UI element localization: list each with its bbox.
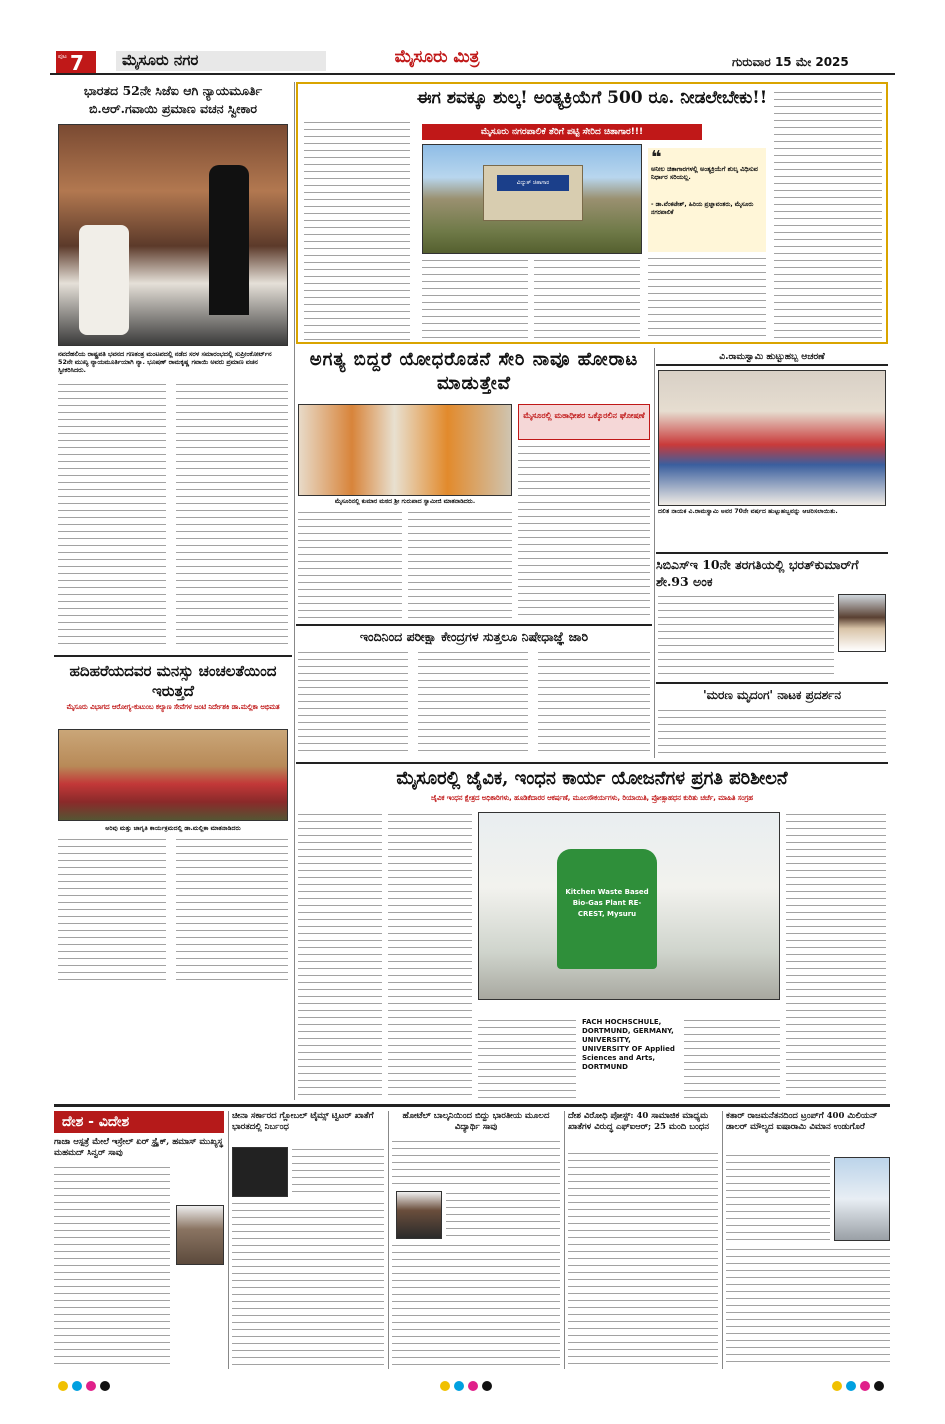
article-text bbox=[176, 837, 288, 982]
quote-attribution: - ಡಾ.ವೆಂಕಟೇಶ್, ಹಿರಿಯ ಪ್ರಜ್ಞಾವಂತರು, ಮೈಸೂರು ನಗರಪಾಲಿಕೆ bbox=[651, 201, 754, 216]
world-item bbox=[726, 1111, 890, 1369]
article-text bbox=[418, 650, 528, 756]
press-marks-left bbox=[58, 1376, 114, 1395]
highlight-box: ಮೈಸೂರಲ್ಲಿ ಮಠಾಧೀಶರ ಒಕ್ಕೊರಲಿನ ಘೋಷಣೆ bbox=[518, 404, 650, 440]
headline: ಗಾಜಾ ಆಸ್ಪತ್ರೆ ಮೇಲೆ ಇಸ್ರೇಲ್ ಏರ್ ಸ್ಟ್ರೈಕ್, ಹಮಾಸ್ ಮುಖ್ಯಸ್ಥ ಮಹಮದ್ ಸಿನ್ವರ್ ಸಾವು bbox=[54, 1137, 223, 1158]
article-text bbox=[392, 1243, 560, 1367]
student-photo bbox=[838, 594, 886, 652]
subhead-banner: ಮೈಸೂರು ನಗರಪಾಲಿಕೆ ತೆರಿಗೆ ಪಟ್ಟಿ ಸೇರಿದ ಚಿತಾಗಾರ!!! bbox=[422, 124, 702, 140]
quote-box bbox=[648, 148, 766, 252]
crematorium-photo bbox=[422, 144, 642, 254]
article-text bbox=[534, 258, 640, 342]
page-number: 7 bbox=[70, 51, 84, 75]
subhead: ಮೈಸೂರು ವಿಭಾಗದ ಆರೋಗ್ಯ-ಕುಟುಂಬ ಕಲ್ಯಾಣ ಸೇವೆಗಳ ಜಂಟಿ ನಿರ್ದೇಶಕಿ ಡಾ.ಮಲ್ಲಿಕಾ ಅಭಿಮತ bbox=[66, 703, 280, 711]
headline: ಕತಾರ್ ರಾಜಮನೆತನದಿಂದ ಟ್ರಂಪ್‌ಗೆ 400 ಮಿಲಿಯನ್ ಡಾಲರ್ ಮೌಲ್ಯದ ಐಷಾರಾಮಿ ವಿಮಾನ ಉಡುಗೊರೆ bbox=[726, 1111, 878, 1132]
article-text bbox=[446, 1191, 560, 1239]
article-text bbox=[726, 1247, 890, 1367]
article-text bbox=[422, 258, 528, 342]
twitter-screenshot bbox=[232, 1147, 288, 1197]
world-section bbox=[54, 1104, 890, 1368]
article-text bbox=[658, 708, 886, 758]
press-marks-center bbox=[440, 1376, 496, 1395]
headline: ಈಗ ಶವಕ್ಕೂ ಶುಲ್ಕ! ಅಂತ್ಯಕ್ರಿಯೆಗೆ 500 ರೂ. ನೀಡಲೇಬೇಕು!! bbox=[416, 88, 768, 108]
article-text bbox=[648, 256, 766, 342]
article-text bbox=[176, 382, 288, 648]
quote-text: ಅನೀಲ ಚಿತಾಗಾರಗಳಲ್ಲಿ ಅಂತ್ಯಕ್ರಿಯೆಗೆ ಶುಲ್ಕ ವಿಧಿಸುವ ನಿರ್ಧಾರ ಸರಿಯಲ್ಲ. bbox=[651, 165, 758, 181]
article-text bbox=[58, 382, 166, 648]
university-names: FACH HOCHSCHULE, DORTMUND, GERMANY, UNIVERSITY, UNIVERSITY OF Applied Sciences and Arts, DORTMUND bbox=[582, 1018, 675, 1071]
headline: ದೇಶ ವಿರೋಧಿ ಪೋಸ್ಟ್: 40 ಸಾಮಾಜಿಕ ಮಾಧ್ಯಮ ಖಾತೆಗಳ ವಿರುದ್ಧ ಎಫ್‌ಐಆರ್; 25 ಮಂದಿ ಬಂಧನ bbox=[568, 1111, 709, 1132]
story-prohibitory-order bbox=[296, 624, 652, 758]
birthday-photo bbox=[658, 370, 886, 506]
biogas-plant-photo bbox=[478, 812, 780, 1000]
article-text bbox=[726, 1153, 830, 1243]
article-text bbox=[774, 90, 882, 342]
event-photo bbox=[58, 729, 288, 821]
story-birthday bbox=[656, 348, 888, 546]
article-text bbox=[568, 1151, 718, 1367]
subhead: ಜೈವಿಕ ಇಂಧನ ಕ್ಷೇತ್ರದ ಅಧಿಕಾರಿಗಳು, ಹೂಡಿಕೆದಾರರ ಆಕರ್ಷಣೆ, ಮೂಲಸೌಕರ್ಯಗಳು, ರಿಯಾಯಿತಿ, ಪ್ರೋತ್ಸಾಹಧನ ಕುರಿತು ಚರ್ಚೆ, ಮಾಹಿತಿ ಸಂಗ್ರಹ bbox=[430, 794, 754, 802]
story-drama bbox=[656, 682, 888, 758]
article-text bbox=[658, 594, 834, 676]
section-name: ಮೈಸೂರು ನಗರ bbox=[116, 51, 326, 71]
quote-mark-icon: ❝ bbox=[651, 147, 662, 168]
headline: ಭಾರತದ 52ನೇ ಸಿಜೆಐ ಆಗಿ ನ್ಯಾಯಮೂರ್ತಿ ಬಿ.ಆರ್.ಗವಾಯಿ ಪ್ರಮಾಣ ವಚನ ಸ್ವೀಕಾರ bbox=[83, 83, 263, 116]
headline: ಸಿಬಿಎಸ್‌ಇ 10ನೇ ತರಗತಿಯಲ್ಲಿ ಭರತ್‌ಕುಮಾರ್‌ಗೆ ಶೇ.93 ಅಂಕ bbox=[656, 557, 859, 589]
article-text bbox=[408, 510, 512, 618]
article-text bbox=[232, 1201, 384, 1367]
story-funeral-fee bbox=[296, 82, 888, 344]
headline: ಚೀನಾ ಸರ್ಕಾರದ ಗ್ಲೋಬಲ್ ಟೈಮ್ಸ್ ಟ್ವಿಟರ್ ಖಾತೆಗೆ ಭಾರತದಲ್ಲಿ ನಿರ್ಬಂಧ bbox=[232, 1111, 374, 1132]
building-sign: ವಿದ್ಯುತ್ ಚಿತಾಗಾರ bbox=[497, 175, 569, 191]
article-text bbox=[786, 812, 886, 1098]
photo-caption: ಮೈಸೂರಿನಲ್ಲಿ ಕುಮಾರ ಮಠದ ಶ್ರೀ ಗುರುಪಾದ ಸ್ವಾಮೀಜಿ ಮಾತನಾಡಿದರು. bbox=[334, 498, 476, 505]
oath-photo bbox=[58, 124, 288, 346]
headline: ಇಂದಿನಿಂದ ಪರೀಕ್ಷಾ ಕೇಂದ್ರಗಳ ಸುತ್ತಲೂ ನಿಷೇಧಾಜ್ಞೆ ಜಾರಿ bbox=[359, 629, 589, 644]
page-header bbox=[50, 47, 895, 75]
article-text bbox=[54, 1165, 170, 1365]
airplane-photo bbox=[834, 1157, 890, 1241]
story-cbse-result bbox=[656, 552, 888, 678]
story-teen-minds bbox=[54, 655, 292, 985]
story-biofuel-review bbox=[296, 762, 888, 1098]
section-label: ದೇಶ - ವಿದೇಶ bbox=[54, 1111, 224, 1133]
article-text bbox=[388, 812, 472, 1098]
article-text bbox=[684, 1018, 780, 1098]
issue-date: ಗುರುವಾರ 15 ಮೇ 2025 bbox=[732, 55, 849, 69]
headline: ಹೋಟೆಲ್ ಬಾಲ್ಕನಿಯಿಂದ ಬಿದ್ದು ಭಾರತೀಯ ಮೂಲದ ವಿದ್ಯಾರ್ಥಿ ಸಾವು bbox=[402, 1111, 550, 1132]
story-cji-oath bbox=[54, 82, 292, 650]
story-seers-support bbox=[296, 348, 652, 620]
article-text bbox=[58, 837, 166, 982]
headline: ಹದಿಹರೆಯದವರ ಮನಸ್ಸು ಚಂಚಲತೆಯಿಂದ ಇರುತ್ತದೆ bbox=[69, 662, 277, 700]
article-text bbox=[392, 1139, 560, 1187]
article-text bbox=[298, 650, 408, 756]
plant-sign: Kitchen Waste Based Bio-Gas Plant RE-CREST, Mysuru bbox=[565, 888, 649, 918]
seers-photo bbox=[298, 404, 512, 496]
masthead-logo: ಮೈಸೂರು ಮಿತ್ರ bbox=[394, 47, 480, 67]
photo-caption: ದಲಿತ ನಾಯಕ ವಿ.ರಾಮಸ್ವಾಮಿ ಅವರ 70ನೇ ವರ್ಷದ ಹುಟ್ಟುಹಬ್ಬವನ್ನು ಆಚರಿಸಲಾಯಿತು. bbox=[658, 508, 838, 515]
world-item bbox=[568, 1111, 718, 1369]
headline: ಮೈಸೂರಲ್ಲಿ ಜೈವಿಕ, ಇಂಧನ ಕಾರ್ಯ ಯೋಜನೆಗಳ ಪ್ರಗತಿ ಪರಿಶೀಲನೆ bbox=[396, 768, 788, 789]
article-text bbox=[518, 444, 650, 618]
article-text bbox=[292, 1147, 384, 1197]
portrait-photo bbox=[176, 1205, 224, 1265]
photo-caption: ಅರಿವು ಮತ್ತು ಜಾಗೃತಿ ಕಾರ್ಯಕ್ರಮದಲ್ಲಿ ಡಾ.ಮಲ್ಲಿಕಾ ಮಾತನಾಡಿದರು bbox=[105, 825, 241, 832]
article-text bbox=[298, 510, 402, 618]
photo-caption: ನವದೆಹಲಿಯ ರಾಷ್ಟ್ರಪತಿ ಭವನದ ಗಣತಂತ್ರ ಮಂಟಪದಲ್ಲಿ ನಡೆದ ಸರಳ ಸಮಾರಂಭದಲ್ಲಿ ಸುಪ್ರೀಂಕೋರ್ಟ್‌ನ 52ನೇ ಮುಖ್ಯ ನ್ಯಾಯಮೂರ್ತಿಯಾಗಿ ನ್ಯಾ. ಭೂಷಣ್ ರಾಮಕೃಷ್ಣ ಗವಾಯಿ ಅವರು ಪ್ರಮಾಣ ವಚನ ಸ್ವೀಕರಿಸಿದರು. bbox=[58, 350, 272, 374]
article-text bbox=[304, 120, 410, 340]
page-label: ಪುಟ bbox=[58, 53, 67, 60]
article-text bbox=[538, 650, 650, 756]
article-text bbox=[478, 1018, 576, 1098]
student-photo bbox=[396, 1191, 442, 1239]
page-number-box bbox=[56, 51, 96, 73]
world-item bbox=[232, 1111, 384, 1369]
headline: ವಿ.ರಾಮಸ್ವಾಮಿ ಹುಟ್ಟುಹಬ್ಬ ಆಚರಣೆ bbox=[656, 348, 888, 366]
world-item bbox=[54, 1135, 224, 1369]
press-marks-right bbox=[832, 1376, 888, 1395]
world-item bbox=[392, 1111, 560, 1369]
headline: ಅಗತ್ಯ ಬಿದ್ದರೆ ಯೋಧರೊಡನೆ ಸೇರಿ ನಾವೂ ಹೋರಾಟ ಮಾಡುತ್ತೇವೆ bbox=[309, 349, 639, 394]
headline: 'ಮರಣ ಮೃದಂಗ' ನಾಟಕ ಪ್ರದರ್ಶನ bbox=[702, 688, 842, 702]
article-text bbox=[298, 812, 382, 1098]
